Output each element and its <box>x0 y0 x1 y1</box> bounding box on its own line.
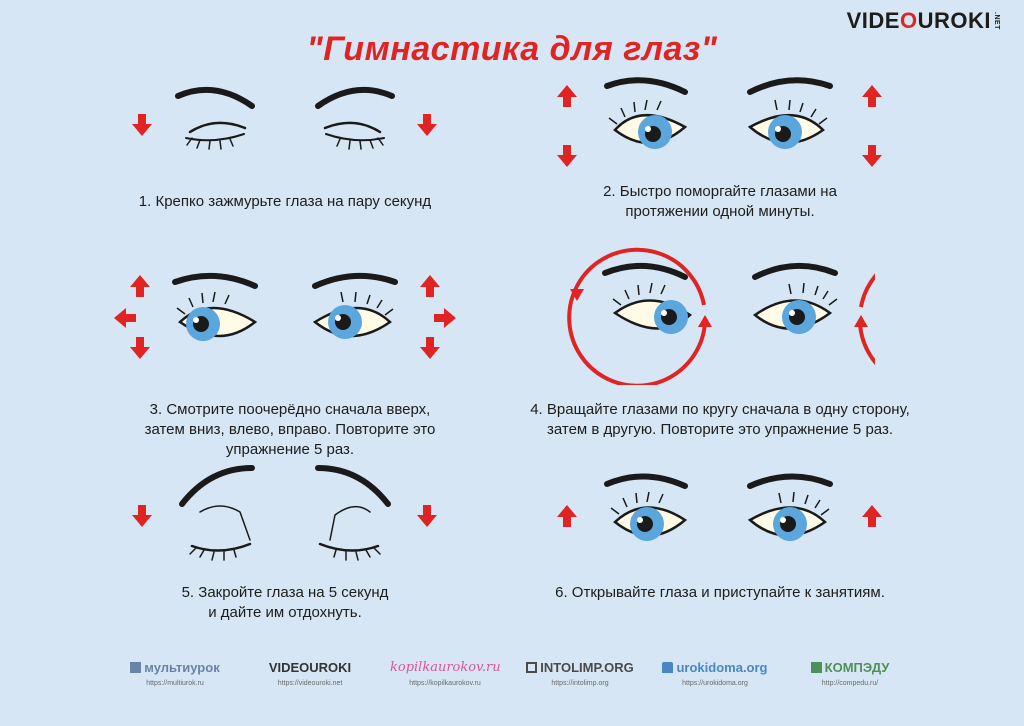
open-eye-right-icon <box>750 476 830 541</box>
page-title: "Гимнастика для глаз" <box>306 30 718 68</box>
closed-eye-left-icon <box>178 90 252 149</box>
closed-eye-right-icon <box>318 468 388 560</box>
arrow-left-icon <box>114 308 136 328</box>
exercise-3-caption: 3. Смотрите поочерёдно сначала вверх, затем вниз, влево, вправо. Повторите это упражнение 5 раз. <box>144 401 436 458</box>
arrow-right-icon <box>434 308 456 328</box>
arrow-up-icon <box>862 85 882 107</box>
exercise-4-illustration <box>565 245 875 385</box>
exercise-2-illustration <box>545 72 895 182</box>
arrow-up-icon <box>420 275 440 297</box>
arrow-down-icon <box>132 505 152 527</box>
k-icon <box>811 662 822 673</box>
book-icon <box>130 662 141 673</box>
exercise-6-illustration <box>545 458 895 568</box>
arrow-down-icon <box>417 505 437 527</box>
house-icon <box>662 662 673 673</box>
open-eye-right-icon <box>750 80 830 149</box>
arrow-down-icon <box>557 145 577 167</box>
exercise-1-caption: 1. Крепко зажмурьте глаза на пару секунд <box>138 193 432 210</box>
exercise-5-illustration <box>120 460 450 570</box>
arrow-down-icon <box>130 337 150 359</box>
exercise-3-illustration <box>105 262 465 372</box>
eye-left-icon <box>605 266 690 334</box>
arrow-down-icon <box>862 145 882 167</box>
arrow-up-icon <box>557 85 577 107</box>
arrow-up-icon <box>862 505 882 527</box>
exercise-4-caption: 4. Вращайте глазами по кругу сначала в одну сторону, затем в другую. Повторите это упражнение 5 раз. <box>530 401 910 438</box>
grid-icon <box>526 662 537 673</box>
closed-eye-right-icon <box>318 90 392 149</box>
open-eye-left-icon <box>607 80 685 149</box>
open-eye-left-icon <box>607 476 685 541</box>
eye-left-icon <box>175 276 255 341</box>
arrow-up-icon <box>557 505 577 527</box>
exercise-2-caption: 2. Быстро поморгайте глазами на протяжении одной минуты. <box>603 183 837 220</box>
partner-logo-urokidoma[interactable]: urokidoma.org https://urokidoma.org <box>660 660 770 687</box>
partner-logo-multiurok[interactable]: мультиурок https://multiurok.ru <box>120 660 230 687</box>
eye-right-icon <box>315 276 395 339</box>
partner-logo-compedu[interactable]: КОМПЭДУ http://compedu.ru/ <box>795 660 905 687</box>
partner-logo-kopilkaurokov[interactable]: kopilkaurokov.ru https://kopilkaurokov.ru <box>390 660 501 687</box>
exercise-1-illustration <box>120 80 450 170</box>
partner-logo-intolimp[interactable]: INTOLIMP.ORG https://intolimp.org <box>525 660 635 687</box>
partner-logo-videouroki[interactable]: VIDEOUROKI https://videouroki.net <box>268 660 352 687</box>
arrow-up-icon <box>130 275 150 297</box>
arrow-down-icon <box>417 114 437 136</box>
arrow-down-icon <box>132 114 152 136</box>
brand-logo: VIDE O UROKI .NET <box>846 8 1000 33</box>
closed-eye-left-icon <box>182 468 252 560</box>
eye-right-icon <box>755 266 837 334</box>
arrow-down-icon <box>420 337 440 359</box>
partner-logos <box>120 660 910 700</box>
exercise-5-caption: 5. Закройте глаза на 5 секунд и дайте им отдохнуть. <box>181 584 389 621</box>
exercise-6-caption: 6. Открывайте глаза и приступайте к занятиям. <box>555 584 885 601</box>
